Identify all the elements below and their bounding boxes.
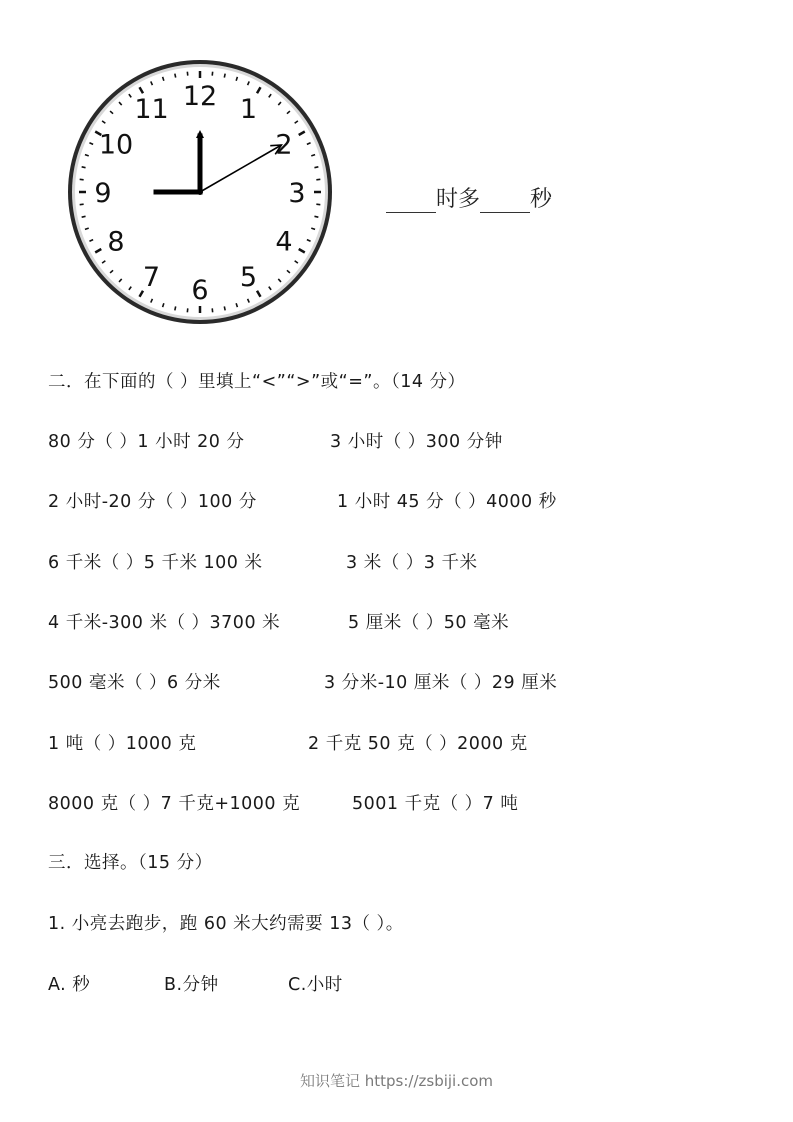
section3-heading: 三．选择。（15 分） <box>48 853 213 873</box>
clock-number-3: 3 <box>288 178 306 209</box>
section2-heading: 二．在下面的（ ）里填上“<”“>”或“=”。（14 分） <box>48 372 466 392</box>
answer-blank-seconds[interactable] <box>480 188 530 213</box>
footer-watermark: 知识笔记 https://zsbiji.com <box>299 1072 494 1090</box>
minute-tick <box>224 74 225 78</box>
prompt-text-hour: 时多 <box>436 187 481 212</box>
compare-left-3: 6 千米（ ）5 千米 100 米 <box>48 553 263 573</box>
clock-illustration <box>64 56 336 328</box>
compare-right-5: 3 分米-10 厘米（ ）29 厘米 <box>324 673 558 693</box>
option-b[interactable]: B.分钟 <box>164 975 219 995</box>
compare-right-2: 1 小时 45 分（ ）4000 秒 <box>337 492 557 512</box>
minute-tick <box>224 306 225 310</box>
compare-right-7: 5001 千克（ ）7 吨 <box>352 794 519 814</box>
clock-number-10: 10 <box>98 129 134 161</box>
compare-left-1: 80 分（ ）1 小时 20 分 <box>48 432 245 452</box>
compare-right-3: 3 米（ ）3 千米 <box>346 553 478 573</box>
compare-left-6: 1 吨（ ）1000 克 <box>48 734 197 754</box>
compare-left-7: 8000 克（ ）7 千克+1000 克 <box>48 794 301 814</box>
compare-right-4: 5 厘米（ ）50 毫米 <box>348 613 510 633</box>
minute-tick <box>175 306 176 310</box>
clock-number-7: 7 <box>142 262 161 294</box>
option-a[interactable]: A. 秒 <box>48 975 91 995</box>
clock-number-8: 8 <box>107 226 125 258</box>
answer-blank-hour[interactable] <box>386 188 436 213</box>
clock-number-11: 11 <box>134 93 169 125</box>
minute-tick <box>175 74 176 78</box>
compare-left-2: 2 小时-20 分（ ）100 分 <box>48 492 257 512</box>
clock-number-12: 12 <box>182 81 218 112</box>
clock-number-2: 2 <box>275 129 293 161</box>
clock-number-6: 6 <box>191 275 209 306</box>
minute-tick <box>82 167 86 168</box>
minute-tick <box>82 216 86 217</box>
clock-center-pin <box>197 189 203 195</box>
compare-right-1: 3 小时（ ）300 分钟 <box>330 432 503 452</box>
option-c[interactable]: C.小时 <box>288 975 343 995</box>
question-1: 1. 小亮去跑步，跑 60 米大约需要 13（ ）。 <box>48 914 404 934</box>
minute-tick <box>314 167 318 168</box>
compare-left-4: 4 千米-300 米（ ）3700 米 <box>48 613 281 633</box>
minute-tick <box>314 216 318 217</box>
compare-left-5: 500 毫米（ ）6 分米 <box>48 673 221 693</box>
prompt-text-seconds: 秒 <box>530 187 553 212</box>
compare-right-6: 2 千克 50 克（ ）2000 克 <box>308 734 528 754</box>
clock-face <box>64 56 336 328</box>
clock-number-5: 5 <box>239 262 258 294</box>
clock-number-1: 1 <box>239 93 258 125</box>
clock-number-4: 4 <box>275 226 293 258</box>
time-fill-prompt <box>386 182 552 213</box>
clock-number-9: 9 <box>94 178 112 209</box>
